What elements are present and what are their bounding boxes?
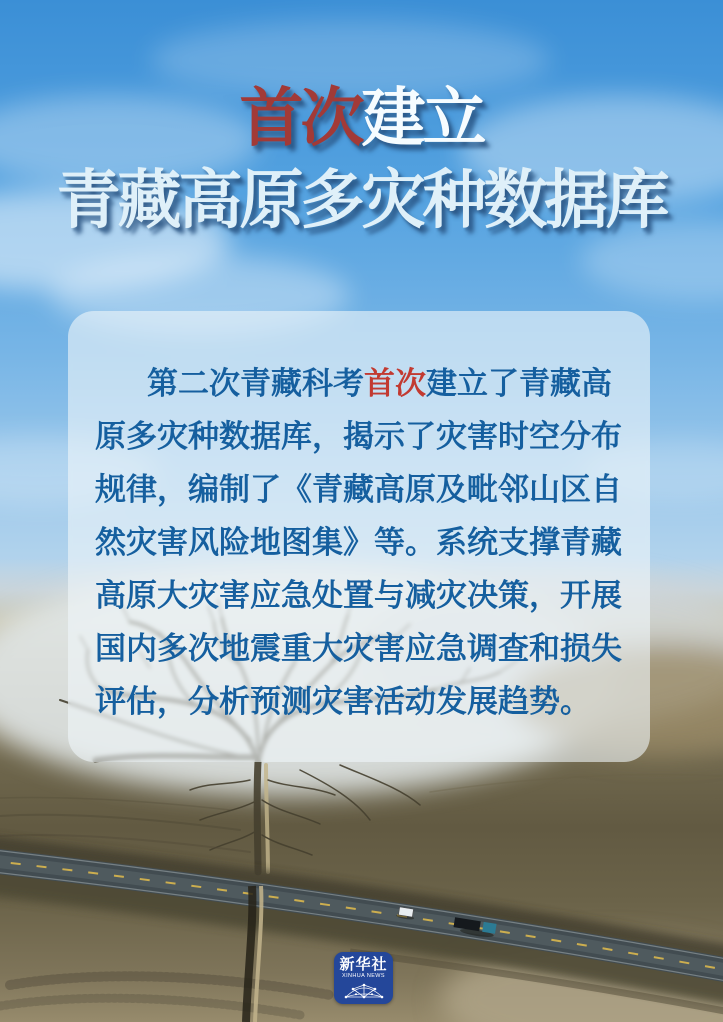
card-line bbox=[95, 357, 634, 410]
card-text-segment: 规律，编制了《青藏高原及毗邻山区自 bbox=[95, 472, 622, 507]
card-text-segment: 国内多次地震重大灾害应急调查和损失 bbox=[95, 631, 622, 666]
content-card bbox=[68, 311, 650, 762]
title-rest: 建立 bbox=[361, 83, 484, 154]
title-line-2: 青藏高原多灾种数据库 bbox=[56, 165, 667, 236]
xinhua-news-logo bbox=[334, 952, 393, 1004]
card-text-segment: 第二次青藏科考 bbox=[147, 366, 364, 401]
globe-network-icon bbox=[343, 982, 385, 999]
logo-name-cn: 新华社 bbox=[339, 956, 388, 973]
card-text-segment: 评估，分析预测灾害活动发展趋势。 bbox=[95, 684, 591, 719]
title-line-1 bbox=[0, 78, 723, 160]
title-emphasis: 首次 bbox=[239, 83, 362, 154]
card-text-segment: 建立了青藏高 bbox=[426, 366, 612, 401]
card-text-segment: 然灾害风险地图集》等。系统支撑青藏 bbox=[95, 525, 622, 560]
logo-name-en: XINHUA NEWS bbox=[342, 973, 385, 979]
card-text-segment: 高原大灾害应急处置与减灾决策，开展 bbox=[95, 578, 622, 613]
card-text bbox=[68, 311, 650, 728]
card-line bbox=[95, 569, 634, 622]
card-line bbox=[95, 675, 634, 728]
card-line bbox=[95, 463, 634, 516]
card-line bbox=[95, 410, 634, 463]
card-text-segment: 原多灾种数据库，揭示了灾害时空分布 bbox=[95, 419, 622, 454]
card-text-emphasis: 首次 bbox=[364, 366, 426, 401]
card-line bbox=[95, 516, 634, 569]
card-line bbox=[95, 622, 634, 675]
poster-title bbox=[0, 78, 723, 242]
